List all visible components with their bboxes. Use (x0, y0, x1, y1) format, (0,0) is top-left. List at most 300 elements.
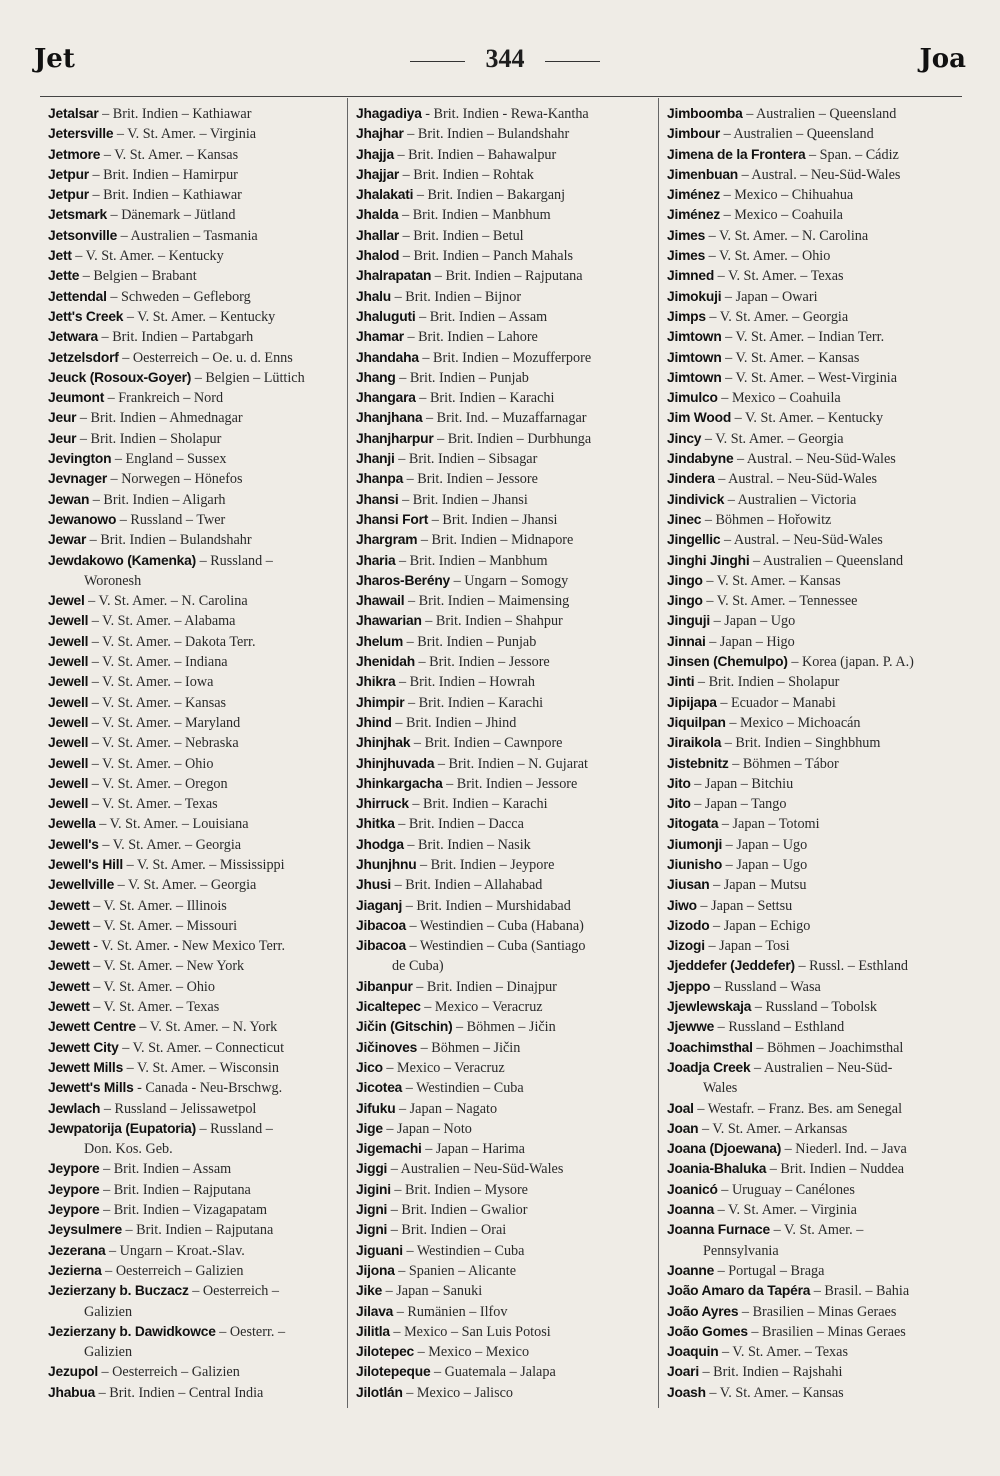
entry-term: Jilotlán (356, 1384, 403, 1400)
entry-description: – Brit. Indien – Murshidabad (402, 897, 571, 914)
entry-description: – Brit. Indien – Gwalior (387, 1202, 528, 1219)
entry-description: – Australien – Tasmania (117, 227, 258, 244)
gazetteer-entry (667, 287, 967, 307)
entry-term: Jhunjhnu (356, 856, 417, 872)
entry-term: Jilava (356, 1303, 394, 1319)
entry-description: – Mexico – Coahuila (717, 390, 841, 407)
gazetteer-entry (48, 916, 366, 936)
entry-term: Jewell (48, 654, 89, 670)
entry-description: – Brit. Indien – Rajputana (121, 1222, 274, 1239)
entry-term: Jharos-Berény (356, 572, 451, 588)
entry-description: – V. St. Amer. – Virginia (113, 126, 257, 143)
entry-description: – V. St. Amer. – Kansas (705, 1384, 844, 1401)
gazetteer-entry (48, 124, 366, 144)
gazetteer-entry (356, 165, 674, 185)
entry-description: – Austral. – Neu-Süd-Wales (733, 451, 896, 468)
entry-continuation: Wales (703, 1080, 738, 1097)
entry-term: Jifuku (356, 1100, 396, 1116)
gazetteer-entry (356, 652, 674, 672)
entry-term: Jezierzany b. Buczacz (48, 1283, 189, 1299)
entry-description: – Brit. Indien – Maimensing (404, 593, 570, 610)
gazetteer-entry (48, 1281, 366, 1322)
entry-description: – V. St. Amer. – Dakota Terr. (88, 633, 256, 650)
entry-term: Jevnager (48, 471, 107, 487)
entry-term: Jinnai (667, 633, 706, 649)
entry-term: Jizogi (667, 938, 705, 954)
entry-description: - Brit. Indien - Rewa-Kantha (421, 106, 589, 122)
gazetteer-entry (48, 348, 366, 368)
entry-term: Jhalu (356, 288, 392, 304)
entry-description: – Brit. Indien – Nuddea (766, 1161, 905, 1178)
gazetteer-entry (667, 551, 967, 571)
gazetteer-entry (356, 246, 674, 266)
entry-description: – Brasilien – Minas Geraes (738, 1303, 897, 1320)
entry-description: – V. St. Amer. – Ohio (705, 248, 831, 265)
entry-term: Jhinjhuvada (356, 755, 435, 771)
gazetteer-entry (667, 713, 967, 733)
entry-description: – Brit. Indien – Mysore (390, 1181, 528, 1198)
entry-description: – Ungarn – Somogy (450, 572, 569, 589)
entry-description: – Brit. Indien – Karachi (404, 694, 544, 711)
gazetteer-entry (356, 754, 674, 774)
entry-term: Jimbour (667, 126, 721, 142)
entry-description: – Australien – Queensland (749, 552, 904, 569)
entry-description: – Böhmen – Joachimsthal (752, 1039, 904, 1056)
entry-term: Jette (48, 268, 80, 284)
entry-description: – V. St. Amer. – Tennessee (702, 593, 858, 610)
gazetteer-entry (667, 733, 967, 753)
entry-description: – Japan – Settsu (696, 897, 793, 914)
gazetteer-entry (356, 855, 674, 875)
entry-term: Jimned (667, 268, 715, 284)
entry-term: Jewett (48, 938, 90, 954)
gazetteer-entry (48, 266, 366, 286)
gazetteer-entry (48, 429, 366, 449)
gazetteer-entry (356, 490, 674, 510)
gazetteer-entry (667, 266, 967, 286)
gazetteer-entry (48, 368, 366, 388)
entry-term: Jetpur (48, 187, 89, 203)
entry-term: Jewel (48, 593, 85, 609)
entry-term: Jičin (Gitschin) (356, 1019, 453, 1035)
entry-term: Jewett (48, 958, 90, 974)
entry-term: Jimena de la Frontera (667, 146, 806, 162)
entry-term: Jhangara (356, 390, 416, 406)
entry-description: – V. St. Amer. – Connecticut (118, 1039, 285, 1056)
entry-continuation: Don. Kos. Geb. (84, 1141, 173, 1158)
gazetteer-entry (667, 571, 967, 591)
entry-term: Jezierna (48, 1262, 102, 1278)
entry-description: – Brit. Indien – Bijnor (391, 288, 522, 305)
entry-description: – Brasilien – Minas Geraes (747, 1323, 906, 1340)
entry-description: – Brit. Indien – Bahawalpur (393, 146, 557, 163)
entry-description: – Russland – Jelissawetpol (100, 1100, 257, 1117)
gazetteer-entry (356, 1159, 674, 1179)
gazetteer-entry (48, 408, 366, 428)
entry-term: Jiunisho (667, 856, 723, 872)
entry-term: Jimtown (667, 369, 722, 385)
entry-term: Jewpatorija (Eupatoria) (48, 1120, 196, 1136)
entry-term: Jhikra (356, 674, 396, 690)
entry-description: – Brit. Indien – Hamirpur (88, 166, 238, 183)
entry-term: Jimes (667, 227, 706, 243)
entry-description: - Canada - Neu-Brschwg. (133, 1080, 283, 1097)
entry-term: Jito (667, 796, 691, 812)
entry-description: – V. St. Amer. – New York (89, 958, 245, 975)
entry-description: – Böhmen – Hořowitz (701, 511, 832, 528)
entry-description: – V. St. Amer. – Georgia (705, 308, 849, 325)
entry-description: – Mexico – Veracruz (382, 1059, 505, 1076)
entry-description: – Uruguay – Canélones (717, 1181, 855, 1198)
gazetteer-entry (356, 1261, 674, 1281)
entry-description: – Brit. Indien – Lahore (403, 329, 538, 346)
entry-term: Jjeddefer (Jeddefer) (667, 958, 795, 974)
entry-description: – Belgien – Lüttich (191, 369, 305, 386)
entry-description: – Japan – Tango (690, 796, 787, 813)
entry-term: Joanna (667, 1202, 715, 1218)
entry-term: Jhawail (356, 593, 405, 609)
entry-description: – Austral. – Neu-Süd-Wales (720, 532, 883, 549)
entry-description: – V. St. Amer. – N. York (135, 1019, 278, 1036)
gazetteer-entry (48, 1038, 366, 1058)
entry-term: Jhalrapatan (356, 268, 432, 284)
gazetteer-entry (667, 388, 967, 408)
gazetteer-entry (667, 1220, 967, 1261)
gazetteer-entry (356, 205, 674, 225)
entry-description: – Westindien – Cuba (402, 1242, 525, 1259)
entry-term: Jhind (356, 714, 392, 730)
entry-term: Jewett's Mills (48, 1080, 134, 1096)
gazetteer-entry (48, 754, 366, 774)
gazetteer-entry (667, 1362, 967, 1382)
entry-term: Jewett (48, 917, 90, 933)
gazetteer-entry (356, 307, 674, 327)
gazetteer-entry (667, 307, 967, 327)
gazetteer-entry (48, 855, 366, 875)
entry-term: Jhalda (356, 207, 399, 223)
entry-description: – Brit. Indien – Jeypore (416, 856, 555, 873)
entry-description: – Brit. Indien – Durbhunga (433, 430, 592, 447)
entry-term: Jevington (48, 451, 112, 467)
gazetteer-entry (667, 1302, 967, 1322)
entry-description: – Australien – Neu-Süd-Wales (387, 1161, 564, 1178)
gazetteer-entry (48, 652, 366, 672)
gazetteer-entry (667, 327, 967, 347)
entry-description: – Brit. Ind. – Muzaffarnagar (422, 410, 587, 427)
gazetteer-entry (356, 388, 674, 408)
entry-term: Jhitka (356, 816, 395, 832)
entry-term: Jigemachi (356, 1141, 422, 1157)
entry-description: – Brit. Indien – Cawnpore (410, 735, 563, 752)
entry-term: Jewett Centre (48, 1019, 136, 1035)
entry-continuation: Woronesh (84, 572, 142, 589)
entry-term: Jhagadiya (356, 106, 422, 121)
entry-description: – V. St. Amer. – Texas (88, 796, 218, 813)
entry-continuation: de Cuba) (392, 958, 444, 975)
gazetteer-entry (356, 1200, 674, 1220)
gazetteer-entry (356, 896, 674, 916)
gazetteer-entry (356, 551, 674, 571)
entry-term: Jewanowo (48, 511, 117, 527)
entry-term: Jhajhar (356, 126, 404, 142)
gazetteer-entry (48, 145, 366, 165)
gazetteer-entry (356, 1017, 674, 1037)
gazetteer-entry (356, 1038, 674, 1058)
gazetteer-entry (667, 530, 967, 550)
gazetteer-entry (356, 997, 674, 1017)
entry-term: Jezupol (48, 1364, 98, 1380)
entry-description: – Australien – Queensland (742, 106, 897, 122)
entry-description: – V. St. Amer. – Georgia (114, 877, 257, 894)
entry-term: Jhanjharpur (356, 430, 434, 446)
entry-term: Jeuck (Rosoux-Goyer) (48, 369, 192, 385)
entry-term: Jito (667, 775, 691, 791)
page-number: 344 (410, 44, 600, 74)
entry-description: – Japan – Tosi (704, 938, 790, 955)
entry-term: Jewella (48, 816, 96, 832)
entry-term: Jiumonji (667, 836, 723, 852)
entry-description: – Dänemark – Jütland (107, 207, 236, 224)
entry-description: – V. St. Amer. – Texas (714, 268, 844, 285)
entry-description: – Böhmen – Tábor (728, 755, 839, 772)
gazetteer-entry (48, 733, 366, 753)
gazetteer-entry (356, 1383, 674, 1403)
gazetteer-entry (356, 226, 674, 246)
entry-description: – Brasil. – Bahia (810, 1283, 910, 1300)
gazetteer-entry (48, 1220, 366, 1240)
entry-description: – Westindien – Cuba (Santiago (405, 938, 586, 955)
entry-term: Jettendal (48, 288, 107, 304)
entry-description: – Australien – Queensland (720, 126, 874, 143)
gazetteer-entry (667, 469, 967, 489)
entry-description: – Brit. Indien – Jhansi (428, 511, 558, 528)
entry-term: Jetalsar (48, 106, 99, 121)
entry-term: Jewan (48, 491, 90, 507)
gazetteer-entry (356, 530, 674, 550)
gazetteer-entry (48, 307, 366, 327)
entry-description: – Japan – Ugo (722, 856, 808, 873)
gazetteer-entry (48, 530, 366, 550)
entry-term: Joadja Creek (667, 1059, 751, 1075)
entry-term: Jiraikola (667, 735, 722, 751)
entry-description: – Guatemala – Jalapa (430, 1364, 556, 1381)
entry-description: – V. St. Amer. – Georgia (701, 430, 844, 447)
entry-description: – Austral. – Neu-Süd-Wales (738, 166, 901, 183)
gazetteer-entry (356, 814, 674, 834)
entry-term: Jilotepec (356, 1344, 415, 1360)
entry-description: – V. St. Amer. – Kansas (88, 694, 227, 711)
entry-term: Jhenidah (356, 654, 415, 670)
entry-description: – Brit. Indien – Nasik (403, 836, 531, 853)
entry-description: – Brit. Indien – Rajshahi (698, 1364, 843, 1381)
entry-term: Jewett (48, 999, 90, 1015)
entry-description: – Brit. Indien – Sholapur (694, 674, 840, 691)
entry-term: Jimtown (667, 329, 722, 345)
entry-description: – V. St. Amer. – Indian Terr. (721, 329, 885, 346)
entry-term: Jhawarian (356, 613, 422, 629)
entry-description: – Austral. – Neu-Süd-Wales (714, 471, 878, 488)
entry-description: – V. St. Amer. – Indiana (88, 654, 228, 671)
entry-description: – Brit. Indien – Orai (387, 1222, 507, 1239)
gazetteer-entry (48, 1261, 366, 1281)
gazetteer-entry (48, 611, 366, 631)
entry-description: – Brit. Indien – Betul (399, 227, 524, 244)
gazetteer-entry (356, 449, 674, 469)
header-left-catchword: Jet (34, 44, 75, 74)
gazetteer-entry (667, 875, 967, 895)
entry-description: – Mexico – Michoacán (725, 714, 861, 731)
entry-term: Joanicó (667, 1181, 718, 1197)
gazetteer-entry (667, 246, 967, 266)
entry-description: – Brit. Indien – Jessore (414, 654, 550, 671)
entry-term: Jicaltepec (356, 999, 421, 1015)
gazetteer-entry (667, 591, 967, 611)
entry-term: Jinec (667, 511, 702, 527)
entry-term: Jigni (356, 1202, 388, 1218)
entry-term: Jiquilpan (667, 714, 726, 730)
entry-term: Jim Wood (667, 410, 732, 426)
entry-description: – V. St. Amer. – Illinois (89, 897, 227, 914)
entry-term: Jičinoves (356, 1039, 418, 1055)
entry-term: Jindivick (667, 491, 725, 507)
entry-term: Jezierzany b. Dawidkowce (48, 1323, 216, 1339)
entry-description: – V. St. Amer. – Kansas (702, 572, 841, 589)
entry-description: – Brit. Indien – Sholapur (76, 430, 222, 447)
entry-term: Jiaganj (356, 897, 403, 913)
gazetteer-entry (48, 936, 366, 956)
gazetteer-entry (356, 1180, 674, 1200)
entry-description: – Brit. Indien – Karachi (415, 390, 555, 407)
entry-term: Jingo (667, 593, 703, 609)
entry-description: – Westindien – Cuba (Habana) (405, 917, 584, 934)
entry-description: – Japan – Ugo (710, 613, 796, 630)
entry-description: – V. St. Amer. – Georgia (98, 836, 242, 853)
entry-description: – Australien – Neu-Süd- (750, 1059, 893, 1076)
entry-description: – Schweden – Gefleborg (106, 288, 251, 305)
gazetteer-entry (48, 1322, 366, 1363)
entry-description: – Frankreich – Nord (104, 390, 224, 407)
gazetteer-entry (667, 1058, 967, 1099)
entry-description: – Japan – Harima (421, 1141, 525, 1158)
entry-description: – Belgien – Brabant (79, 268, 197, 285)
entry-term: Jindabyne (667, 451, 734, 467)
entry-term: Jinsen (Chemulpo) (667, 654, 788, 670)
gazetteer-entry (356, 327, 674, 347)
entry-description: – Brit. Indien – N. Gujarat (434, 755, 588, 772)
gazetteer-entry (356, 875, 674, 895)
gazetteer-entry (667, 1383, 967, 1403)
entry-description: – Brit. Indien – Rajputana (99, 1181, 251, 1198)
entry-term: Joachimsthal (667, 1039, 753, 1055)
entry-description: – Brit. Indien – Kathiawar (88, 187, 242, 204)
entry-description: – Brit. Indien – Vizagapatam (99, 1202, 268, 1219)
entry-term: Jhirruck (356, 796, 409, 812)
entry-term: Jhargram (356, 532, 418, 548)
entry-term: Jharia (356, 552, 396, 568)
entry-description: – V. St. Amer. – Ohio (88, 755, 214, 772)
entry-term: Jewell (48, 735, 89, 751)
gazetteer-entry (48, 1119, 366, 1160)
gazetteer-entry (48, 104, 366, 124)
header-right-catchword: Joa (919, 44, 966, 74)
entry-description: – V. St. Amer. – Kansas (100, 146, 239, 163)
gazetteer-entry (667, 490, 967, 510)
entry-term: Jhodga (356, 836, 404, 852)
gazetteer-entry (667, 794, 967, 814)
entry-description: – V. St. Amer. – Virginia (714, 1202, 857, 1219)
entry-term: Jilotepeque (356, 1364, 431, 1380)
gazetteer-entry (48, 794, 366, 814)
gazetteer-entry (356, 1241, 674, 1261)
entry-term: Jimes (667, 248, 706, 264)
entry-term: Jewell (48, 775, 89, 791)
entry-description: – Brit. Indien – Assam (99, 1161, 232, 1178)
gazetteer-entry (356, 1099, 674, 1119)
gazetteer-entry (667, 1017, 967, 1037)
entry-term: Jhinkargacha (356, 775, 443, 791)
entry-term: Jewett City (48, 1039, 119, 1055)
gazetteer-entry (356, 287, 674, 307)
entry-description: – Australien – Victoria (724, 491, 857, 508)
gazetteer-entry (667, 408, 967, 428)
entry-description: – Oesterreich – (188, 1283, 279, 1300)
entry-description: – Japan – Noto (382, 1120, 472, 1137)
entry-description: – Brit. Indien – Singhbhum (721, 735, 881, 752)
gazetteer-entry (48, 774, 366, 794)
gazetteer-entry (48, 591, 366, 611)
gazetteer-entry (356, 794, 674, 814)
entry-continuation: Galizien (84, 1303, 133, 1320)
gazetteer-entry (667, 1099, 967, 1119)
gazetteer-entry (48, 205, 366, 225)
gazetteer-entry (48, 449, 366, 469)
entry-description: – Westafr. – Franz. Bes. am Senegal (693, 1100, 903, 1117)
entry-description: – Norwegen – Hönefos (107, 471, 243, 488)
entry-term: Jetwara (48, 329, 98, 345)
gazetteer-entry (667, 672, 967, 692)
entry-term: Jewell (48, 613, 89, 629)
gazetteer-entry (48, 997, 366, 1017)
gazetteer-entry (667, 368, 967, 388)
entry-description: – Brit. Indien – Punjab (395, 369, 529, 386)
gazetteer-entry (356, 1220, 674, 1240)
gazetteer-entry (667, 449, 967, 469)
entry-term: Jhanjhana (356, 410, 423, 426)
entry-term: Jeypore (48, 1181, 100, 1197)
gazetteer-entry (356, 713, 674, 733)
entry-term: Jewell (48, 694, 89, 710)
entry-description: – V. St. Amer. – Mississippi (123, 856, 285, 873)
entry-description: – Brit. Indien – Howrah (395, 674, 535, 691)
gazetteer-entry (356, 185, 674, 205)
entry-description: – Russland – Tobolsk (751, 999, 877, 1016)
entry-term: João Amaro da Tapéra (667, 1283, 811, 1299)
gazetteer-entry (48, 693, 366, 713)
entry-term: Jewett (48, 978, 90, 994)
gazetteer-entry (667, 1281, 967, 1301)
gazetteer-entry (48, 1078, 366, 1098)
entry-term: Joania-Bhaluka (667, 1161, 767, 1177)
entry-description: – Brit. Indien – Jessore (442, 775, 578, 792)
gazetteer-entry (667, 855, 967, 875)
entry-term: Jetzelsdorf (48, 349, 119, 365)
entry-term: Jett's Creek (48, 308, 124, 324)
entry-description: – Russland – Wasa (710, 978, 821, 995)
entry-description: – Brit. Indien – Midnapore (417, 532, 574, 549)
gazetteer-entry (356, 124, 674, 144)
entry-term: Jhajjar (356, 166, 400, 182)
gazetteer-entry (667, 205, 967, 225)
